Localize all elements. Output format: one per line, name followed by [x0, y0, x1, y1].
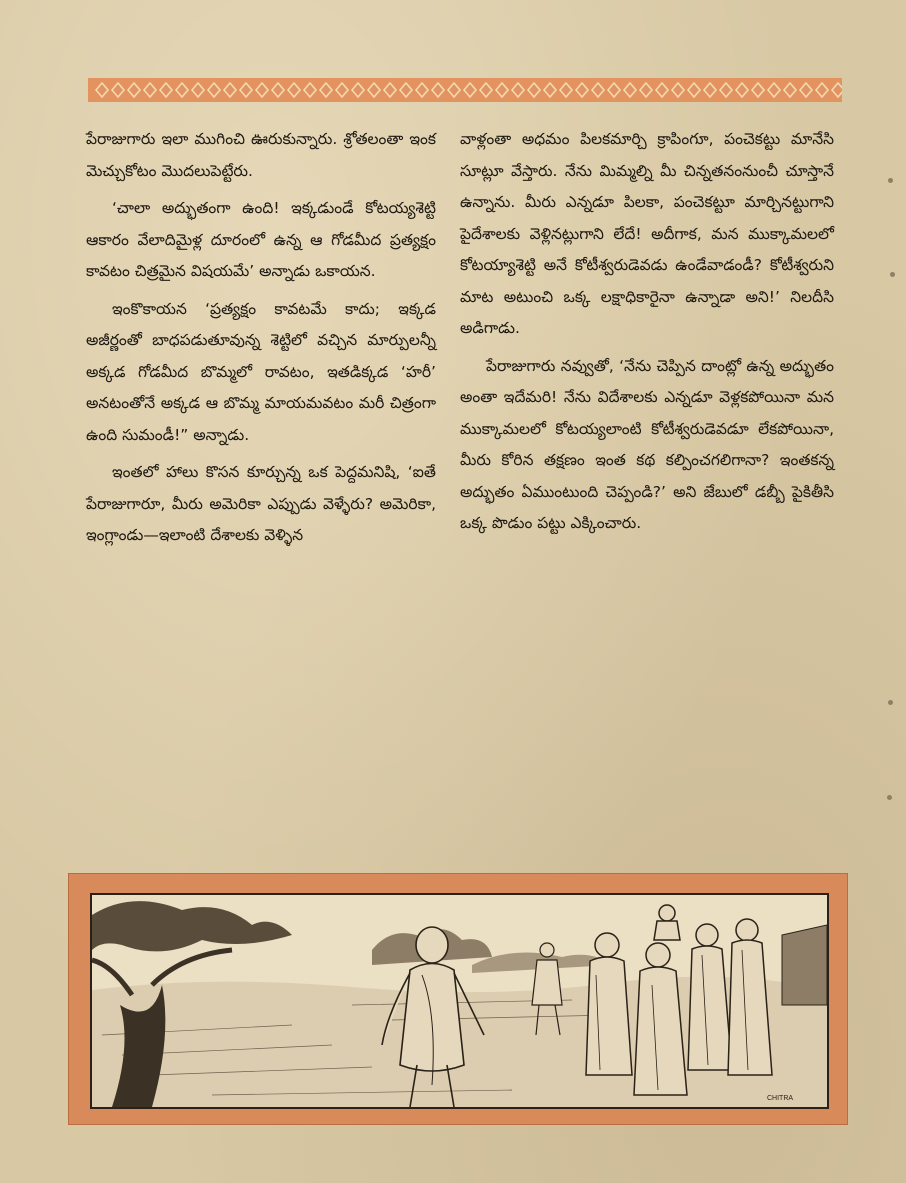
- artist-signature: CHITRA: [767, 1095, 794, 1102]
- margin-mark: [887, 795, 892, 800]
- paragraph: ఇంతలో హాలు కొసన కూర్చున్న ఒక పెద్దమనిషి, ‘ఐతే పేరాజుగారూ, మీరు అమెరికా ఎప్పుడు వెళ్ళేరు? అమెరికా, ఇంగ్లాండు—ఇలాంటి దేశాలకు వెళ్ళిన: [86, 463, 436, 544]
- illustration-frame: [68, 873, 848, 1125]
- right-text-column: [460, 124, 834, 546]
- left-text-column: [86, 124, 436, 558]
- paragraph: వాళ్లంతా అధమం పిలకమార్చి క్రాపింగూ, పంచెకట్టు మానేసి సూట్లూ వేస్తారు. నేను మిమ్మల్ని మీ చిన్నతనంనుంచీ చూస్తానే ఉన్నాను. మీరు ఎన్నడూ పిలకా, పంచెకట్టూ మార్చినట్టుగాని పైదేశాలకు వెళ్లినట్లుగాని లేదే! అదీగాక, మన ముక్కామలలో కోటయ్యాశెట్టి అనే కోటీశ్వరుడెవడు ఉండేవాడండీ? కోటీశ్వరుని మాట అటుంచి ఒక్క లక్షాధికారైనా ఉన్నాడా అని!’ నిలదీసి అడిగాడు.: [460, 130, 834, 337]
- decorative-border: [88, 78, 842, 102]
- margin-mark: [888, 178, 893, 183]
- paragraph: పేరాజుగారు నవ్వుతో, ‘నేను చెప్పిన దాంట్లో ఉన్న అద్భుతం అంతా ఇదేమరి! నేను విదేశాలకు ఎన్నడూ వెళ్లకపోయినా మన ముక్కామలలో కోటయ్యలాంటి కోటీశ్వరుడెవడూ లేకపోయినా, మీరు కోరిన తక్షణం ఇంత కథ కల్పించగలిగానా? ఇంతకన్న అద్భుతం ఏముంటుంది చెప్పండి?’ అని జేబులో డబ్బీ పైకితీసి ఒక్క పొడుం పట్టు ఎక్కించారు.: [460, 356, 834, 532]
- paragraph: ‘చాలా అద్భుతంగా ఉంది! ఇక్కడుండే కోటయ్యశెట్టి ఆకారం వేలాదిమైళ్ల దూరంలో ఉన్న ఆ గోడమీద ప్రత్యక్షం కావటం చిత్రమైన విషయమే’ అన్నాడు ఒకాయన.: [86, 199, 436, 280]
- paragraph: ఇంకొకాయన ‘ప్రత్యక్షం కావటమే కాదు; ఇక్కడ అజీర్ణంతో బాధపడుతూవున్న శెట్టిలో వచ్చిన మార్పులన్నీ అక్కడ గోడమీద బొమ్మలో రావటం, ఇతడిక్కడ ‘హరీ’ అనటంతోనే అక్కడ ఆ బొమ్మ మాయమవటం మరీ చిత్రంగా ఉంది సుమండీ!” అన్నాడు.: [86, 299, 436, 444]
- paragraph: పేరాజుగారు ఇలా ముగించి ఊరుకున్నారు. శ్రోతలంతా ఇంక మెచ్చుకోటం మొదలుపెట్టేరు.: [86, 130, 436, 180]
- village-scene-illustration: [90, 893, 829, 1109]
- margin-mark: [888, 700, 893, 705]
- margin-mark: [890, 272, 895, 277]
